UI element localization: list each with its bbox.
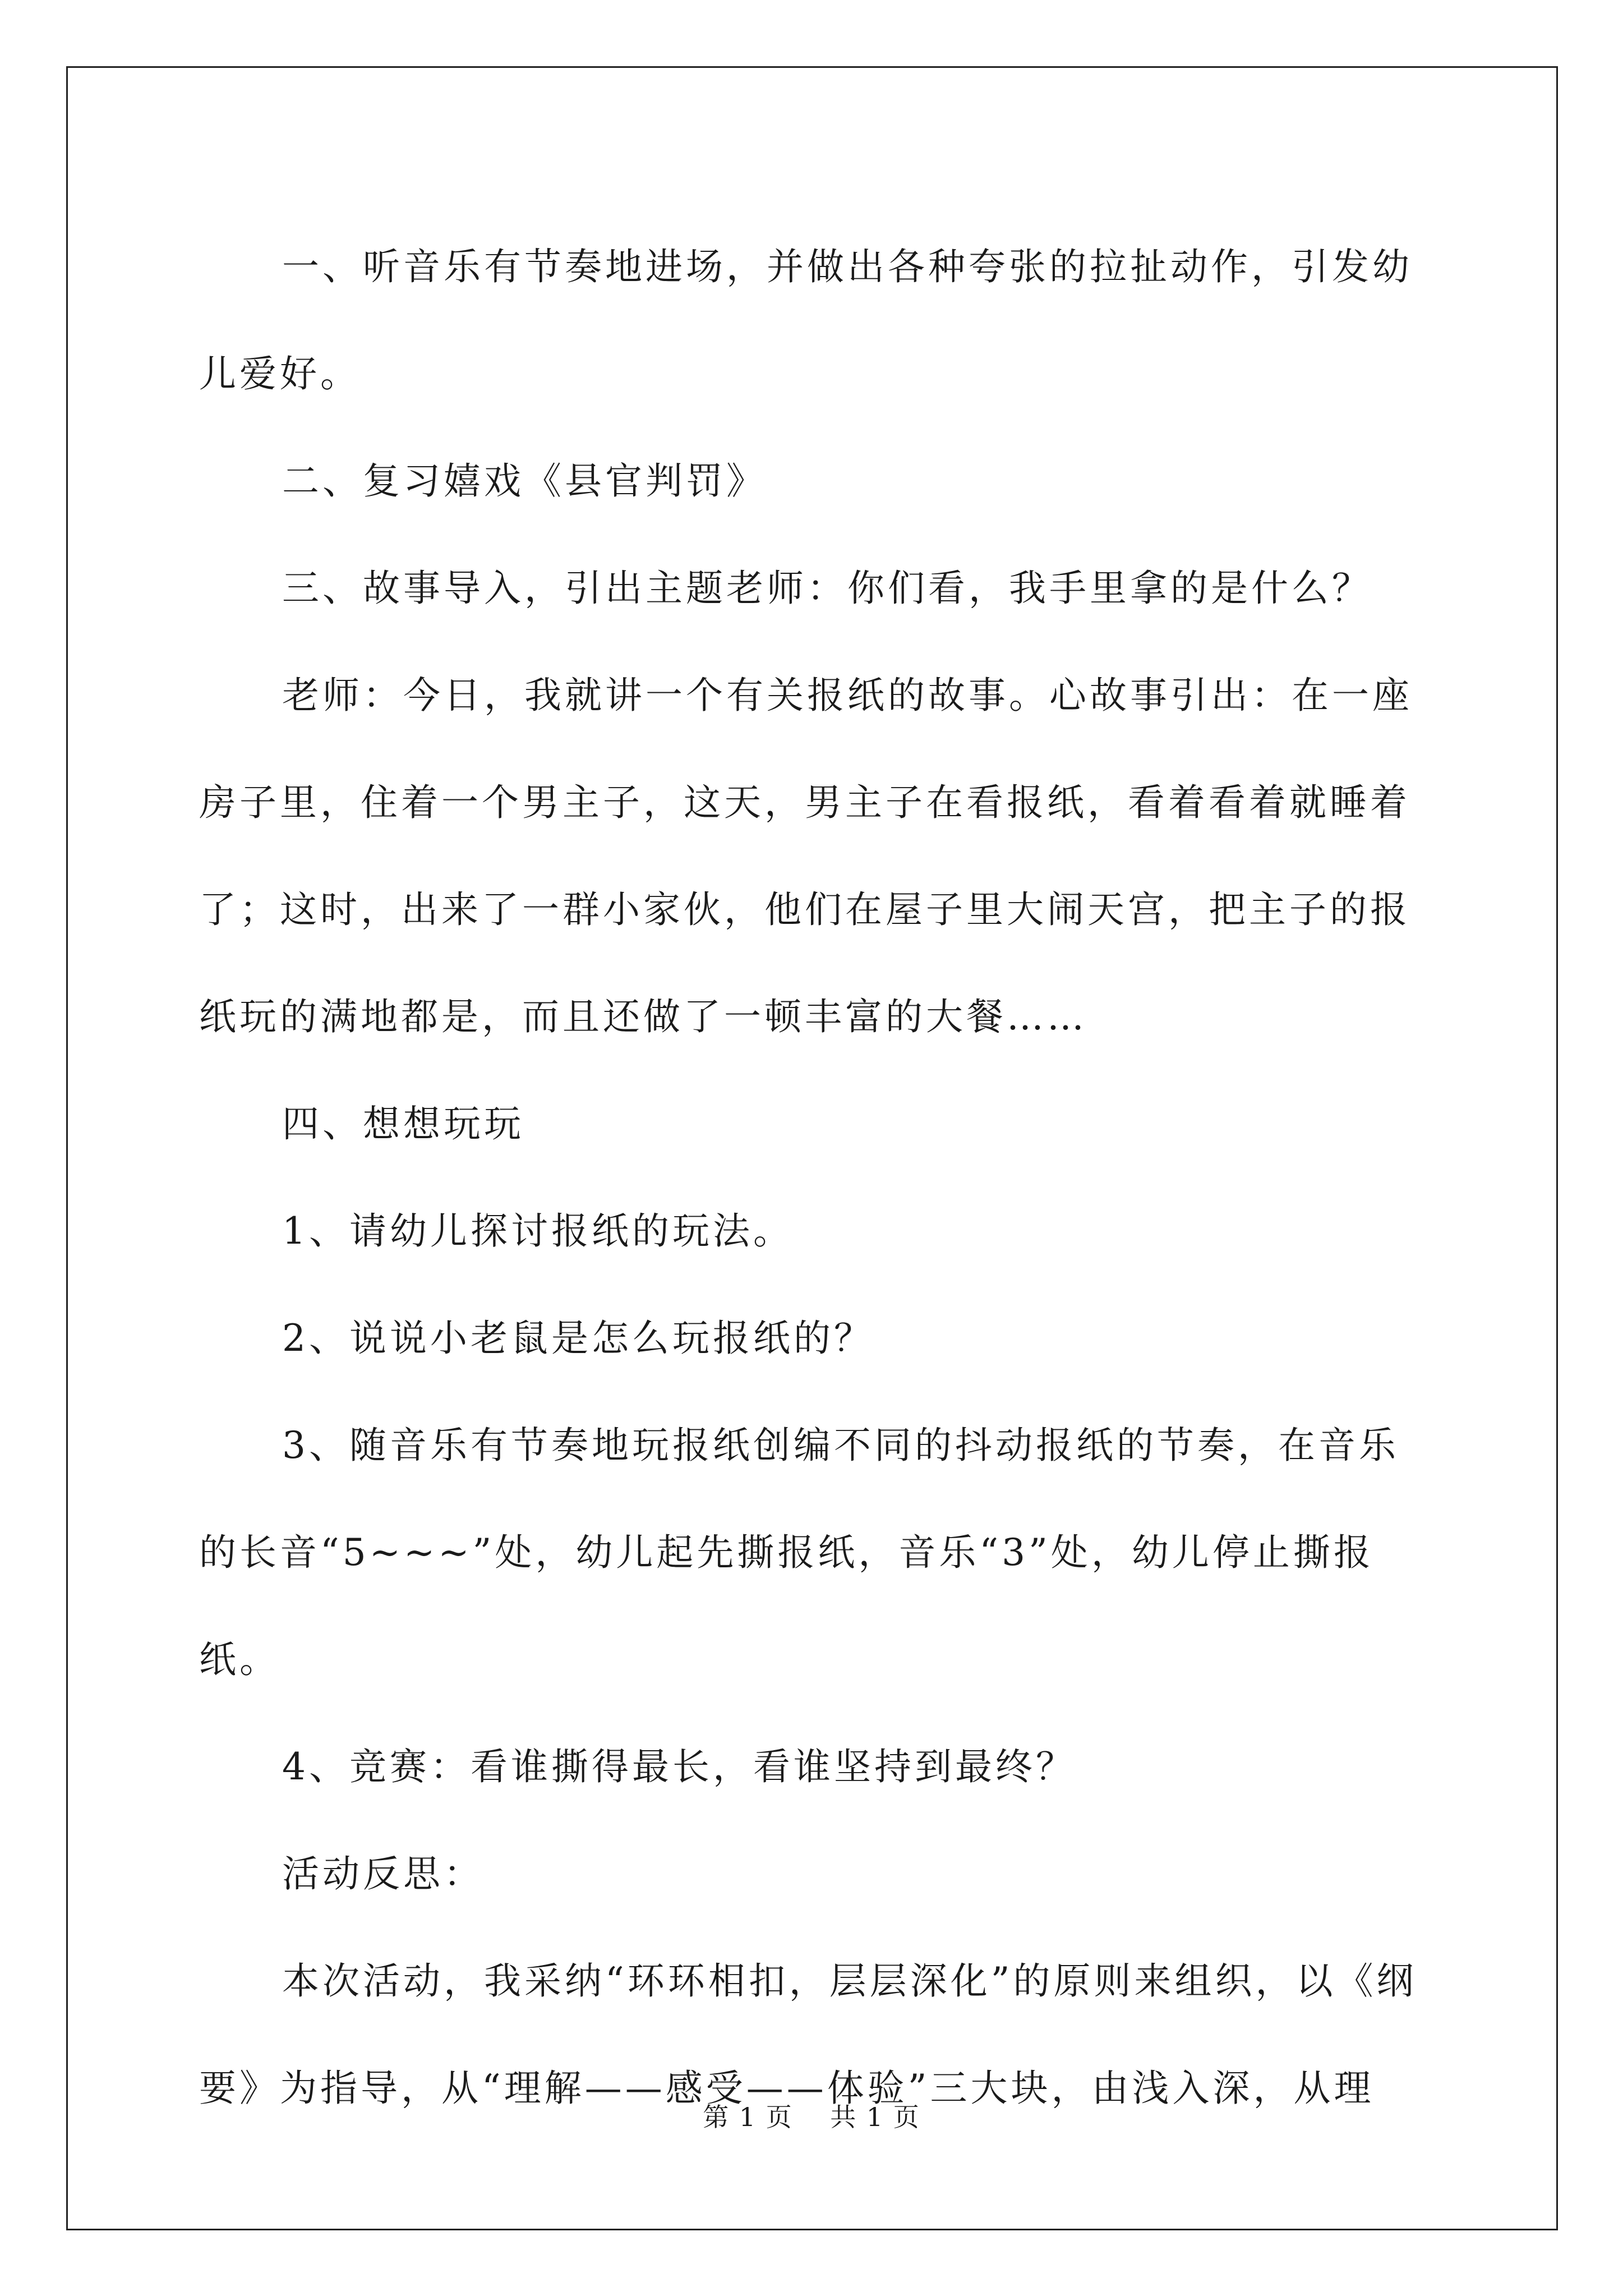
paragraph-6: 1、请幼儿探讨报纸的玩法。 (282, 1209, 794, 1253)
paragraph-9: 4、竞赛：看谁撕得最长，看谁坚持到最终？ (282, 1745, 1076, 1788)
page-total: 共 1 页 (830, 2102, 920, 2132)
paragraph-1: 一、听音乐有节奏地进场，并做出各种夸张的拉扯动作，引发幼儿爱好。 (199, 245, 1413, 395)
paragraph-2: 二、复习嬉戏《县官判罚》 (282, 459, 767, 503)
paragraph-4: 老师：今日，我就讲一个有关报纸的故事。心故事引出：在一座房子里，住着一个男主子，这天，男主子在看报纸，看着看着就睡着了；这时，出来了一群小家伙，他们在屋子里大闹天宫，把主子的报纸玩的满地都是，而且还做了一顿丰富的大餐…… (199, 674, 1413, 1038)
page-footer (0, 2097, 1623, 2134)
paragraph-8: 3、随音乐有节奏地玩报纸创编不同的抖动报纸的节奏，在音乐的长音“5~~~”处，幼儿起先撕报纸，音乐“3”处，幼儿停止撕报纸。 (199, 1424, 1399, 1681)
paragraph-11: 本次活动，我采纳“环环相扣，层层深化”的原则来组织，以《纲要》为指导，从“理解——感受——体验”三大块，由浅入深，从理 (199, 1959, 1417, 2110)
paragraph-5: 四、想想玩玩 (282, 1102, 524, 1145)
paragraph-3: 三、故事导入，引出主题老师：你们看，我手里拿的是什么？ (282, 567, 1372, 610)
document-body (199, 213, 1438, 2142)
paragraph-7: 2、说说小老鼠是怎么玩报纸的？ (282, 1317, 874, 1360)
paragraph-10: 活动反思： (282, 1852, 484, 1895)
page-number: 第 1 页 (703, 2102, 793, 2132)
